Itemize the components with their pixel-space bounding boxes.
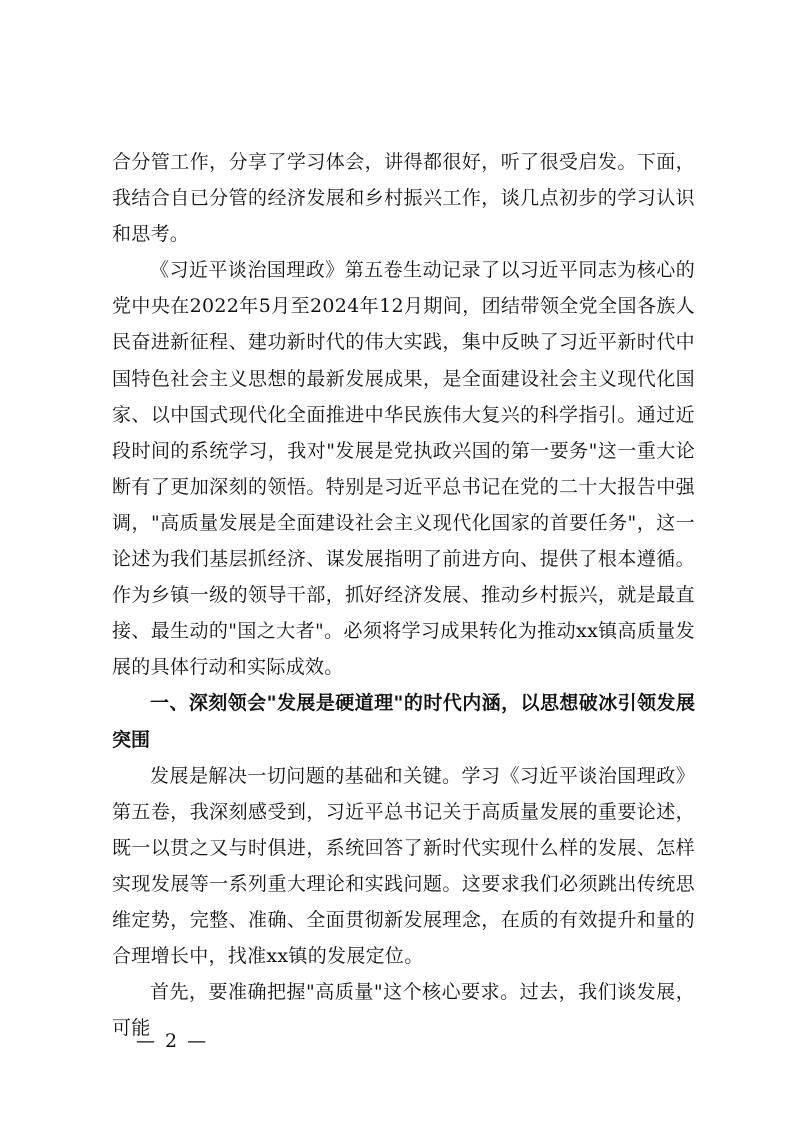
section-paragraph-1: 发展是解决一切问题的基础和关键。学习《习近平谈治国理政》第五卷，我深刻感受到，习近平总书记关于高质量发展的重要论述，既一以贯之又与时俱进，系统回答了新时代实现什么样的发展、怎样实现发展等一系列重大理论和实践问题。这要求我们必须跳出传统思维定势，完整、准确、全面贯彻新发展理念，在质的有效提升和量的合理增长中，找准xx镇的发展定位。 (112, 764, 695, 968)
page-number: — 2 — (136, 1030, 209, 1052)
document-body (112, 144, 695, 1046)
paragraph-continuation: 合分管工作，分享了学习体会，讲得都很好，听了很受启发。下面，我结合自已分管的经济发展和乡村振兴工作，谈几点初步的学习认识和思考。 (112, 151, 695, 246)
section-heading-1: 一、深刻领会"发展是硬道理"的时代内涵，以思想破冰引领发展突围 (112, 692, 695, 751)
paragraph-intro: 《习近平谈治国理政》第五卷生动记录了以习近平同志为核心的党中央在2022年5月至2024年12月期间，团结带领全党全国各族人民奋进新征程、建功新时代的伟大实践，集中反映了习近平新时代中国特色社会主义思想的最新发展成果，是全面建设社会主义现代化国家、以中国式现代化全面推进中华民族伟大复兴的科学指引。通过近段时间的系统学习，我对"发展是党执政兴国的第一要务"这一重大论断有了更加深刻的领悟。特别是习近平总书记在党的二十大报告中强调，"高质量发展是全面建设社会主义现代化国家的首要任务"，这一论述为我们基层抓经济、谋发展指明了前进方向、提供了根本遵循。作为乡镇一级的领导干部，抓好经济发展、推动乡村振兴，就是最直接、最生动的"国之大者"。必须将学习成果转化为推动xx镇高质量发展的具体行动和实际成效。 (112, 259, 695, 679)
section-paragraph-2: 首先，要准确把握"高质量"这个核心要求。过去，我们谈发展，可能 (112, 981, 695, 1040)
